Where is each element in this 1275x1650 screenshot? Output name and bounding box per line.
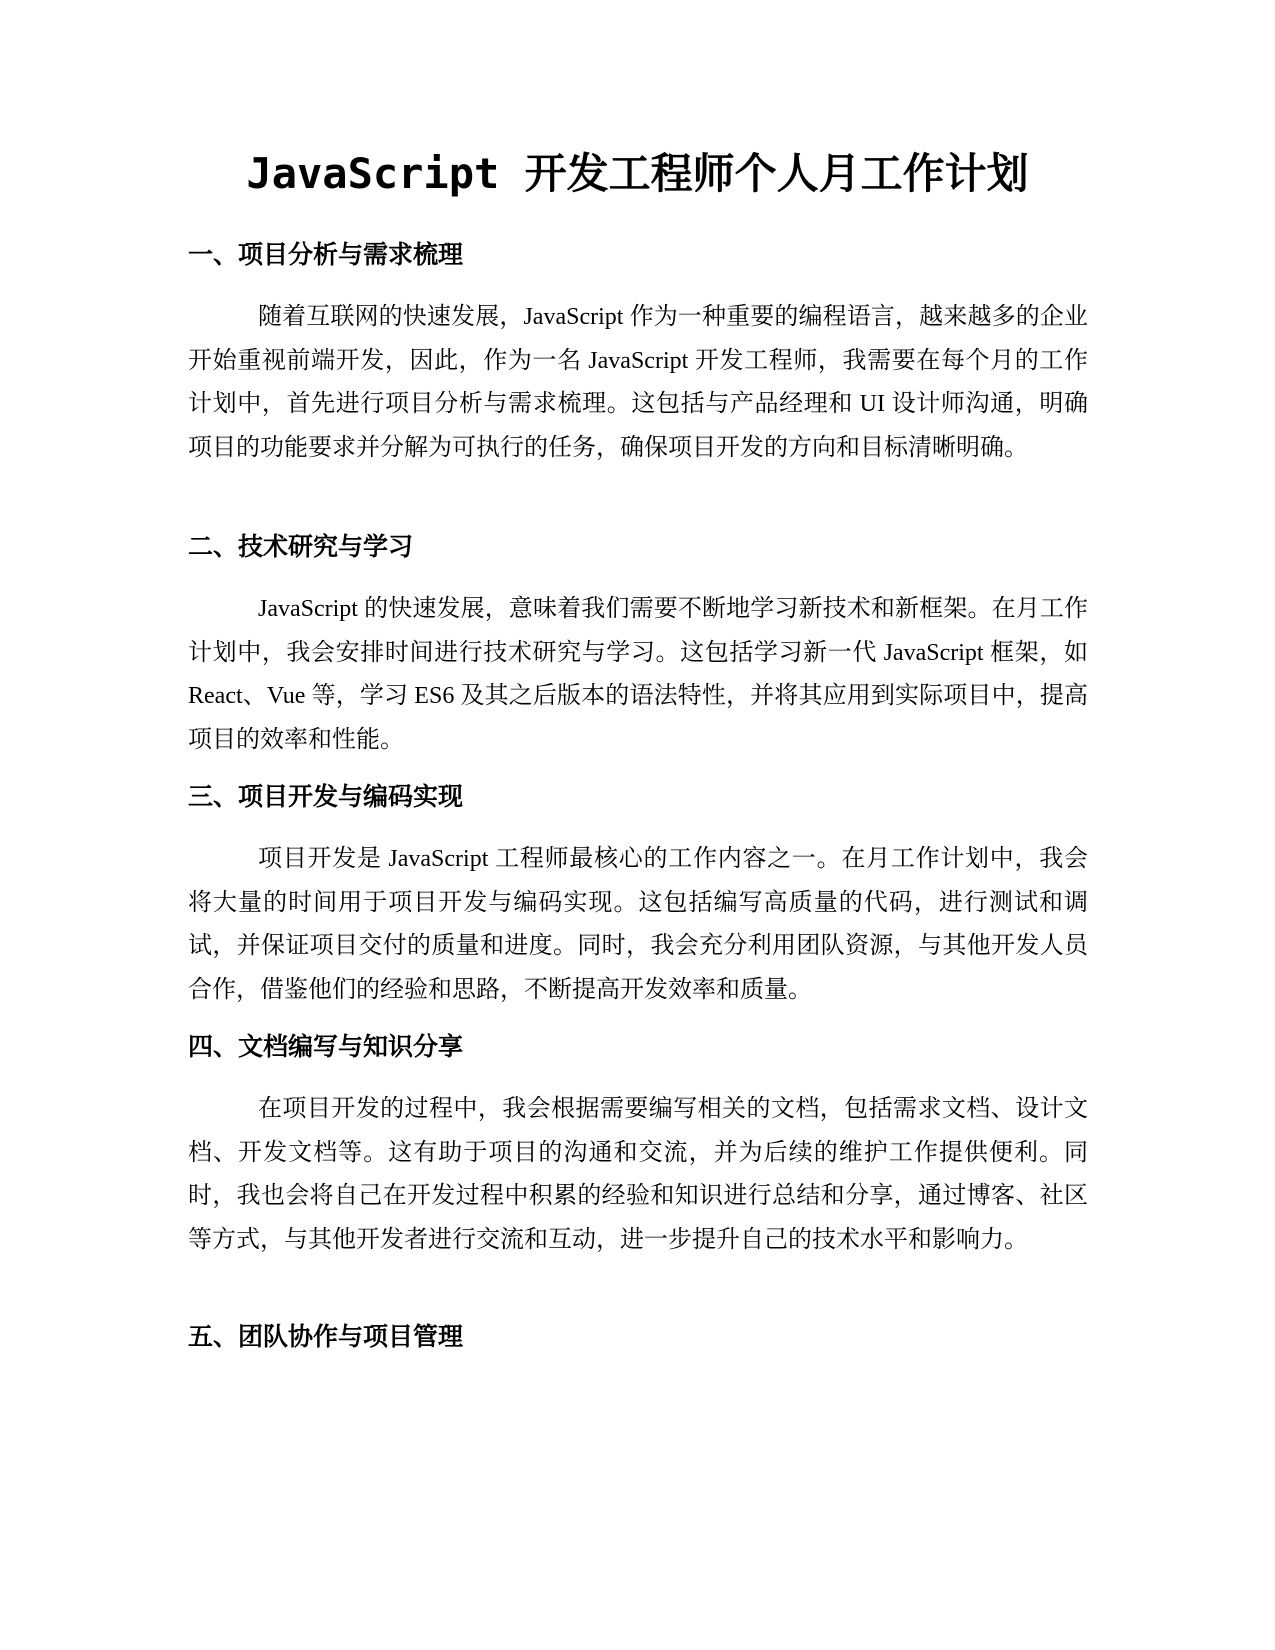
section-heading-5: 五、团队协作与项目管理 [188, 1322, 464, 1351]
section-body-3: 项目开发是 JavaScript 工程师最核心的工作内容之一。在月工作计划中，我会将大量的时间用于项目开发与编码实现。这包括编写高质量的代码，进行测试和调试，并保证项目交付的质量和进度。同时，我会充分利用团队资源，与其他开发人员合作，借鉴他们的经验和思路，不断提高开发效率和质量。 [188, 846, 1088, 1003]
section-heading-4: 四、文档编写与知识分享 [188, 1032, 464, 1061]
section-heading-3: 三、项目开发与编码实现 [188, 782, 464, 811]
section-body-2: JavaScript 的快速发展，意味着我们需要不断地学习新技术和新框架。在月工作计划中，我会安排时间进行技术研究与学习。这包括学习新一代 JavaScript 框架，如 React、Vue 等，学习 ES6 及其之后版本的语法特性，并将其应用到实际项目中，提高项目的效率和性能。 [188, 596, 1088, 753]
section-body-4: 在项目开发的过程中，我会根据需要编写相关的文档，包括需求文档、设计文档、开发文档等。这有助于项目的沟通和交流，并为后续的维护工作提供便利。同时，我也会将自己在开发过程中积累的经验和知识进行总结和分享，通过博客、社区等方式，与其他开发者进行交流和互动，进一步提升自己的技术水平和影响力。 [188, 1096, 1088, 1253]
document-title: JavaScript 开发工程师个人月工作计划 [246, 149, 1029, 198]
section-body-1: 随着互联网的快速发展，JavaScript 作为一种重要的编程语言，越来越多的企业开始重视前端开发，因此，作为一名 JavaScript 开发工程师，我需要在每个月的工作计划中，首先进行项目分析与需求梳理。这包括与产品经理和 UI 设计师沟通，明确项目的功能要求并分解为可执行的任务，确保项目开发的方向和目标清晰明确。 [188, 304, 1088, 461]
section-heading-2: 二、技术研究与学习 [188, 532, 414, 561]
section-heading-1: 一、项目分析与需求梳理 [188, 240, 464, 269]
